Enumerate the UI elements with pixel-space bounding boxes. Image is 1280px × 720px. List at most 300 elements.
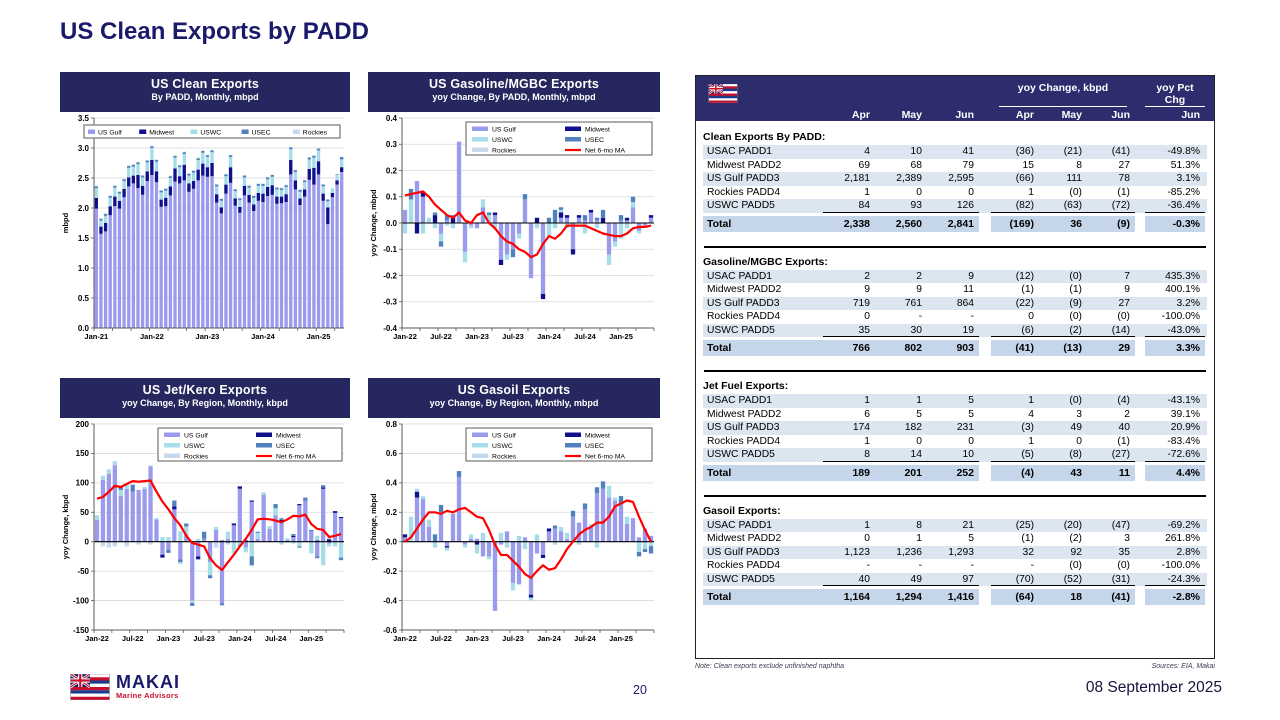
pct-value: -100.0% bbox=[1161, 311, 1200, 322]
table-row bbox=[703, 546, 1207, 560]
svg-text:150: 150 bbox=[75, 449, 89, 459]
pct-value: 3.1% bbox=[1145, 172, 1205, 186]
month-value: 84 bbox=[823, 199, 875, 213]
month-value: 1,294 bbox=[875, 589, 927, 605]
month-value: 10 bbox=[875, 145, 927, 159]
row-label: USAC PADD1 bbox=[703, 270, 823, 284]
month-col-header: Apr bbox=[851, 109, 870, 121]
yoy-value: - bbox=[1030, 560, 1034, 571]
chart-header bbox=[60, 378, 350, 418]
svg-text:1.5: 1.5 bbox=[77, 233, 89, 243]
row-label: Midwest PADD2 bbox=[707, 533, 782, 544]
svg-text:Midwest: Midwest bbox=[276, 432, 301, 440]
table-row bbox=[703, 519, 1207, 533]
yoy-value: (2) bbox=[1039, 324, 1087, 338]
yoy-value: 15 bbox=[1022, 159, 1034, 171]
yoy-value: (14) bbox=[1087, 324, 1135, 338]
table-row bbox=[703, 421, 1207, 435]
gasoil-exports-chart-panel bbox=[368, 378, 660, 652]
svg-text:50: 50 bbox=[80, 508, 89, 518]
svg-text:0.8: 0.8 bbox=[385, 419, 397, 429]
svg-text:Net 6-mo MA: Net 6-mo MA bbox=[585, 453, 626, 461]
yoy-value: 2 bbox=[1124, 408, 1130, 420]
table-row bbox=[703, 435, 1207, 449]
yoy-col-header: Apr bbox=[1015, 109, 1034, 121]
month-value: 1,293 bbox=[927, 546, 979, 560]
page-title: US Clean Exports by PADD bbox=[60, 18, 369, 45]
svg-text:-0.2: -0.2 bbox=[383, 271, 397, 281]
pct-value: -83.4% bbox=[1167, 435, 1200, 447]
svg-text:0.1: 0.1 bbox=[385, 192, 397, 202]
row-label: USWC PADD5 bbox=[703, 448, 823, 462]
table-note: Note: Clean exports exclude unfinished naphtha bbox=[695, 663, 845, 670]
section-title: Gasoil Exports: bbox=[703, 504, 781, 517]
month-value: - bbox=[970, 311, 974, 322]
month-value: 2,181 bbox=[823, 172, 875, 186]
yoy-value: 27 bbox=[1087, 297, 1135, 311]
svg-text:-0.4: -0.4 bbox=[383, 596, 397, 606]
yoy-value: (13) bbox=[1039, 340, 1087, 356]
row-label: Total bbox=[703, 340, 823, 356]
chart-header bbox=[60, 72, 350, 112]
yoy-value: 3 bbox=[1124, 533, 1130, 544]
yoy-value: 1 bbox=[1028, 435, 1034, 447]
svg-text:-0.1: -0.1 bbox=[383, 245, 397, 255]
svg-text:0.5: 0.5 bbox=[77, 293, 89, 303]
row-label: US Gulf PADD3 bbox=[703, 421, 823, 435]
row-label: USAC PADD1 bbox=[703, 519, 823, 533]
yoy-value: (64) bbox=[991, 589, 1039, 605]
yoy-value: 4 bbox=[1028, 408, 1034, 420]
month-value: - bbox=[918, 560, 922, 571]
svg-text:Midwest: Midwest bbox=[585, 432, 610, 440]
yoy-value: (8) bbox=[1039, 448, 1087, 462]
pct-value: -43.0% bbox=[1145, 324, 1205, 338]
svg-text:Jan-22: Jan-22 bbox=[393, 634, 417, 643]
yoy-value: (0) bbox=[1117, 560, 1130, 571]
svg-text:1.0: 1.0 bbox=[77, 263, 89, 273]
svg-text:Jan-23: Jan-23 bbox=[465, 332, 489, 341]
month-value: 8 bbox=[875, 519, 927, 533]
row-label: Total bbox=[703, 465, 823, 481]
yoy-value: 43 bbox=[1039, 465, 1087, 481]
yoy-value: (5) bbox=[991, 448, 1039, 462]
month-value: - bbox=[970, 560, 974, 571]
yoy-value: 29 bbox=[1087, 340, 1135, 356]
month-value: 79 bbox=[962, 159, 974, 171]
row-label: US Gulf PADD3 bbox=[703, 546, 823, 560]
yoy-value: (0) bbox=[1069, 311, 1082, 322]
svg-text:Jan-25: Jan-25 bbox=[609, 634, 633, 643]
month-value: 201 bbox=[875, 465, 927, 481]
total-row bbox=[703, 465, 1207, 481]
table-sources: Sources: EIA, Makai bbox=[1151, 663, 1215, 670]
section-divider bbox=[704, 246, 1206, 248]
month-value: 761 bbox=[875, 297, 927, 311]
month-value: 1 bbox=[864, 435, 870, 447]
svg-text:Jan-22: Jan-22 bbox=[393, 332, 417, 341]
month-value: 8 bbox=[823, 448, 875, 462]
yoy-value: (41) bbox=[1087, 145, 1135, 159]
month-value: 2 bbox=[823, 270, 875, 284]
month-value: 49 bbox=[875, 573, 927, 587]
row-label: USAC PADD1 bbox=[703, 145, 823, 159]
yoy-value: (20) bbox=[1039, 519, 1087, 533]
svg-text:Jan-22: Jan-22 bbox=[139, 332, 164, 341]
yoy-value: 35 bbox=[1087, 546, 1135, 560]
month-value: 126 bbox=[927, 199, 979, 213]
report-date: 08 September 2025 bbox=[1085, 679, 1222, 696]
clean-exports-chart-panel bbox=[60, 72, 350, 350]
yoy-value: (66) bbox=[991, 172, 1039, 186]
month-value: 802 bbox=[875, 340, 927, 356]
row-label: Total bbox=[703, 216, 823, 232]
month-col-header: May bbox=[901, 109, 922, 121]
logo-name: MAKAI bbox=[116, 672, 180, 692]
month-value: 0 bbox=[916, 186, 922, 198]
yoy-value: (52) bbox=[1039, 573, 1087, 587]
row-label: USWC PADD5 bbox=[703, 324, 823, 338]
month-value: 4 bbox=[823, 145, 875, 159]
table-row bbox=[703, 448, 1207, 462]
yoy-value: (22) bbox=[991, 297, 1039, 311]
pct-value: -69.2% bbox=[1145, 519, 1205, 533]
yoy-value: 49 bbox=[1039, 421, 1087, 435]
svg-text:0.0: 0.0 bbox=[77, 323, 89, 333]
svg-text:0.4: 0.4 bbox=[385, 478, 397, 488]
pct-value: 400.1% bbox=[1165, 284, 1200, 295]
yoy-value: (3) bbox=[991, 421, 1039, 435]
yoy-value: (4) bbox=[1087, 394, 1135, 408]
pct-value: 435.3% bbox=[1145, 270, 1205, 284]
chart-title: US Jet/Kero Exports bbox=[142, 383, 268, 397]
svg-text:Jan-23: Jan-23 bbox=[156, 634, 181, 643]
month-value: 231 bbox=[927, 421, 979, 435]
svg-text:100: 100 bbox=[75, 478, 89, 488]
month-value: 1 bbox=[916, 533, 922, 544]
month-value: 14 bbox=[875, 448, 927, 462]
month-value: 5 bbox=[968, 408, 974, 420]
svg-text:3.0: 3.0 bbox=[77, 143, 89, 153]
month-value: 766 bbox=[823, 340, 875, 356]
svg-text:0: 0 bbox=[84, 537, 89, 547]
yoy-value: (82) bbox=[991, 199, 1039, 213]
month-value: 0 bbox=[864, 533, 870, 544]
table-row bbox=[703, 159, 1207, 173]
exports-data-table bbox=[695, 75, 1215, 659]
row-label: Midwest PADD2 bbox=[707, 284, 782, 295]
svg-text:2.5: 2.5 bbox=[77, 173, 89, 183]
month-value: 30 bbox=[875, 324, 927, 338]
pct-value: 261.8% bbox=[1165, 533, 1200, 544]
svg-text:200: 200 bbox=[75, 419, 89, 429]
yoy-value: (41) bbox=[1087, 589, 1135, 605]
total-row bbox=[703, 340, 1207, 356]
svg-text:Jul-24: Jul-24 bbox=[574, 634, 596, 643]
svg-text:USWC: USWC bbox=[184, 443, 205, 450]
month-col-header: Jun bbox=[955, 109, 974, 121]
svg-text:Jan-22: Jan-22 bbox=[85, 634, 109, 643]
table-row bbox=[703, 186, 1207, 200]
svg-text:yoy Change, kbpd: yoy Change, kbpd bbox=[61, 494, 70, 560]
svg-text:Jan-25: Jan-25 bbox=[609, 332, 633, 341]
svg-text:Jan-23: Jan-23 bbox=[465, 634, 489, 643]
total-row bbox=[703, 589, 1207, 605]
svg-text:Jan-24: Jan-24 bbox=[537, 634, 561, 643]
jet-kero-exports-chart bbox=[60, 418, 350, 657]
svg-text:USEC: USEC bbox=[585, 137, 604, 144]
row-label: US Gulf PADD3 bbox=[703, 172, 823, 186]
row-label: Rockies PADD4 bbox=[707, 311, 781, 322]
yoy-value: (0) bbox=[1069, 186, 1082, 198]
svg-text:Jan-24: Jan-24 bbox=[251, 332, 275, 341]
month-value: 6 bbox=[864, 408, 870, 420]
month-value: 68 bbox=[910, 159, 922, 171]
yoy-value: (36) bbox=[991, 145, 1039, 159]
svg-text:US Gulf: US Gulf bbox=[492, 432, 516, 440]
svg-text:Jan-25: Jan-25 bbox=[299, 634, 324, 643]
svg-text:yoy Change, mbpd: yoy Change, mbpd bbox=[369, 189, 378, 257]
yoy-value: (0) bbox=[1039, 394, 1087, 408]
row-label: Midwest PADD2 bbox=[707, 159, 782, 171]
svg-text:Jan-24: Jan-24 bbox=[537, 332, 561, 341]
gasoil-exports-chart bbox=[368, 418, 660, 657]
row-label: Rockies PADD4 bbox=[707, 560, 781, 571]
table-row bbox=[703, 394, 1207, 408]
svg-text:3.5: 3.5 bbox=[77, 113, 89, 123]
month-value: 0 bbox=[864, 311, 870, 322]
month-value: 2 bbox=[875, 270, 927, 284]
month-value: 1 bbox=[823, 394, 875, 408]
yoy-value: (6) bbox=[991, 324, 1039, 338]
yoy-value: (47) bbox=[1087, 519, 1135, 533]
yoy-value: 1 bbox=[991, 394, 1039, 408]
svg-text:-0.6: -0.6 bbox=[383, 625, 397, 635]
yoy-value: (4) bbox=[991, 465, 1039, 481]
yoy-value: (12) bbox=[991, 270, 1039, 284]
yoy-value: 9 bbox=[1124, 284, 1130, 295]
svg-text:US Gulf: US Gulf bbox=[492, 126, 516, 134]
yoy-value: 111 bbox=[1039, 172, 1087, 186]
month-value: 9 bbox=[927, 270, 979, 284]
month-value: 1,416 bbox=[927, 589, 979, 605]
table-row bbox=[703, 199, 1207, 213]
pct-value: -85.2% bbox=[1167, 186, 1200, 198]
month-value: - bbox=[918, 311, 922, 322]
pct-group-header: yoy Pct Chg bbox=[1145, 82, 1205, 107]
svg-text:mbpd: mbpd bbox=[61, 212, 70, 234]
table-footnotes bbox=[695, 663, 1215, 670]
table-row bbox=[703, 297, 1207, 311]
month-value: 9 bbox=[864, 284, 870, 295]
table-row bbox=[703, 310, 1207, 324]
svg-text:Jul-23: Jul-23 bbox=[193, 634, 215, 643]
month-value: 11 bbox=[963, 284, 974, 295]
row-label: Total bbox=[703, 589, 823, 605]
month-value: 10 bbox=[927, 448, 979, 462]
yoy-value: (9) bbox=[1087, 216, 1135, 232]
section-title: Jet Fuel Exports: bbox=[703, 380, 789, 392]
svg-text:Net 6-mo MA: Net 6-mo MA bbox=[585, 147, 626, 155]
svg-text:0.0: 0.0 bbox=[385, 537, 397, 547]
yoy-value: (2) bbox=[1069, 533, 1082, 544]
yoy-value: (31) bbox=[1087, 573, 1135, 587]
svg-text:-100: -100 bbox=[72, 596, 89, 606]
svg-text:-50: -50 bbox=[77, 566, 89, 576]
month-value: 2,560 bbox=[875, 216, 927, 232]
yoy-value: (9) bbox=[1039, 297, 1087, 311]
pct-value: 39.1% bbox=[1170, 408, 1200, 420]
month-value: 1,123 bbox=[823, 546, 875, 560]
month-value: 5 bbox=[916, 408, 922, 420]
svg-text:0.2: 0.2 bbox=[385, 166, 397, 176]
chart-title: US Gasoline/MGBC Exports bbox=[428, 77, 600, 91]
pct-value: 2.8% bbox=[1145, 546, 1205, 560]
pct-value: -24.3% bbox=[1145, 573, 1205, 587]
yoy-value: (27) bbox=[1087, 448, 1135, 462]
svg-text:0.2: 0.2 bbox=[385, 508, 397, 518]
section-divider bbox=[704, 370, 1206, 372]
yoy-value: 40 bbox=[1087, 421, 1135, 435]
yoy-value: (21) bbox=[1039, 145, 1087, 159]
month-value: 2,389 bbox=[875, 172, 927, 186]
yoy-value: (1) bbox=[1021, 284, 1034, 295]
month-value: 252 bbox=[927, 465, 979, 481]
row-label: Midwest PADD2 bbox=[707, 408, 782, 420]
svg-text:Jul-22: Jul-22 bbox=[121, 634, 144, 643]
yoy-value: 27 bbox=[1118, 159, 1130, 171]
yoy-value: (0) bbox=[1069, 560, 1082, 571]
svg-text:-0.3: -0.3 bbox=[383, 297, 397, 307]
month-value: 182 bbox=[875, 421, 927, 435]
section-title: Gasoline/MGBC Exports: bbox=[703, 255, 828, 268]
pct-value: -49.8% bbox=[1145, 145, 1205, 159]
yoy-col-header: Jun bbox=[1111, 109, 1130, 121]
month-value: 69 bbox=[858, 159, 870, 171]
svg-text:US Gulf: US Gulf bbox=[98, 129, 122, 137]
svg-text:0.6: 0.6 bbox=[385, 449, 397, 459]
month-value: 5 bbox=[968, 533, 974, 544]
svg-text:USEC: USEC bbox=[251, 129, 271, 137]
yoy-value: 0 bbox=[1028, 311, 1034, 322]
yoy-value: 92 bbox=[1039, 546, 1087, 560]
yoy-value: 8 bbox=[1076, 159, 1082, 171]
yoy-value: 11 bbox=[1087, 465, 1135, 481]
chart-subtitle: yoy Change, By Region, Monthly, mbpd bbox=[429, 398, 599, 408]
table-row bbox=[703, 145, 1207, 159]
yoy-value: 78 bbox=[1087, 172, 1135, 186]
svg-text:Jul-23: Jul-23 bbox=[502, 634, 524, 643]
svg-text:Jul-24: Jul-24 bbox=[574, 332, 596, 341]
chart-title: US Clean Exports bbox=[150, 77, 260, 91]
svg-text:Midwest: Midwest bbox=[149, 129, 175, 137]
table-row bbox=[703, 324, 1207, 338]
svg-text:0.4: 0.4 bbox=[385, 113, 397, 123]
pct-value: -2.8% bbox=[1145, 589, 1205, 605]
month-value: 1 bbox=[875, 394, 927, 408]
pct-value: 4.4% bbox=[1145, 465, 1205, 481]
section-divider bbox=[704, 495, 1206, 497]
chart-header bbox=[368, 378, 660, 418]
table-body bbox=[696, 121, 1214, 605]
chart-subtitle: yoy Change, By PADD, Monthly, mbpd bbox=[432, 92, 596, 102]
yoy-value: (1) bbox=[1117, 435, 1130, 447]
month-value: 21 bbox=[927, 519, 979, 533]
svg-text:Rockies: Rockies bbox=[492, 453, 517, 461]
gasoline-exports-chart bbox=[368, 112, 660, 355]
month-value: 19 bbox=[927, 324, 979, 338]
svg-text:Rockies: Rockies bbox=[492, 147, 517, 155]
month-value: 174 bbox=[823, 421, 875, 435]
month-value: 93 bbox=[875, 199, 927, 213]
row-label: USWC PADD5 bbox=[703, 573, 823, 587]
pct-value: -72.6% bbox=[1145, 448, 1205, 462]
yoy-value: (0) bbox=[1117, 311, 1130, 322]
month-value: 719 bbox=[823, 297, 875, 311]
yoy-col-header: May bbox=[1061, 109, 1082, 121]
chart-title: US Gasoil Exports bbox=[457, 383, 571, 397]
month-value: 864 bbox=[927, 297, 979, 311]
chart-header bbox=[368, 72, 660, 112]
yoy-value: 3 bbox=[1076, 408, 1082, 420]
month-value: 0 bbox=[968, 186, 974, 198]
total-row bbox=[703, 216, 1207, 232]
svg-text:USEC: USEC bbox=[585, 443, 604, 450]
svg-text:0.3: 0.3 bbox=[385, 140, 397, 150]
svg-text:Jan-24: Jan-24 bbox=[227, 634, 252, 643]
yoy-value: (41) bbox=[991, 340, 1039, 356]
chart-subtitle: By PADD, Monthly, mbpd bbox=[151, 92, 259, 102]
svg-text:USWC: USWC bbox=[492, 137, 513, 144]
svg-text:USWC: USWC bbox=[492, 443, 513, 450]
month-value: 1 bbox=[823, 519, 875, 533]
svg-text:USWC: USWC bbox=[200, 129, 222, 137]
pct-value: 20.9% bbox=[1145, 421, 1205, 435]
month-value: 40 bbox=[823, 573, 875, 587]
svg-text:Jul-23: Jul-23 bbox=[502, 332, 524, 341]
svg-text:-0.2: -0.2 bbox=[383, 566, 397, 576]
svg-text:Jul-24: Jul-24 bbox=[264, 634, 287, 643]
pct-value: -43.1% bbox=[1145, 394, 1205, 408]
month-value: 903 bbox=[927, 340, 979, 356]
pct-value: -36.4% bbox=[1145, 199, 1205, 213]
month-value: 97 bbox=[927, 573, 979, 587]
yoy-value: (1) bbox=[1021, 533, 1034, 544]
pct-value: 51.3% bbox=[1170, 159, 1200, 171]
yoy-value: (63) bbox=[1039, 199, 1087, 213]
table-row bbox=[703, 559, 1207, 573]
pct-value: 3.2% bbox=[1145, 297, 1205, 311]
yoy-value: 0 bbox=[1076, 435, 1082, 447]
table-row bbox=[703, 172, 1207, 186]
section-title: Clean Exports By PADD: bbox=[703, 131, 826, 143]
month-value: 5 bbox=[927, 394, 979, 408]
svg-text:yoy Change, mbpd: yoy Change, mbpd bbox=[369, 493, 378, 561]
row-label: Rockies PADD4 bbox=[707, 186, 781, 198]
pct-col-header: Jun bbox=[1181, 109, 1200, 121]
table-header bbox=[696, 76, 1214, 121]
month-value: 0 bbox=[916, 435, 922, 447]
svg-text:0.0: 0.0 bbox=[385, 218, 397, 228]
yoy-group-header: yoy Change, kbpd bbox=[999, 82, 1127, 107]
month-value: 9 bbox=[916, 284, 922, 295]
yoy-value: 18 bbox=[1039, 589, 1087, 605]
svg-text:-0.4: -0.4 bbox=[383, 323, 397, 333]
table-row bbox=[703, 270, 1207, 284]
svg-text:Jul-22: Jul-22 bbox=[430, 332, 452, 341]
table-row bbox=[703, 532, 1207, 546]
svg-text:Rockies: Rockies bbox=[302, 129, 327, 137]
